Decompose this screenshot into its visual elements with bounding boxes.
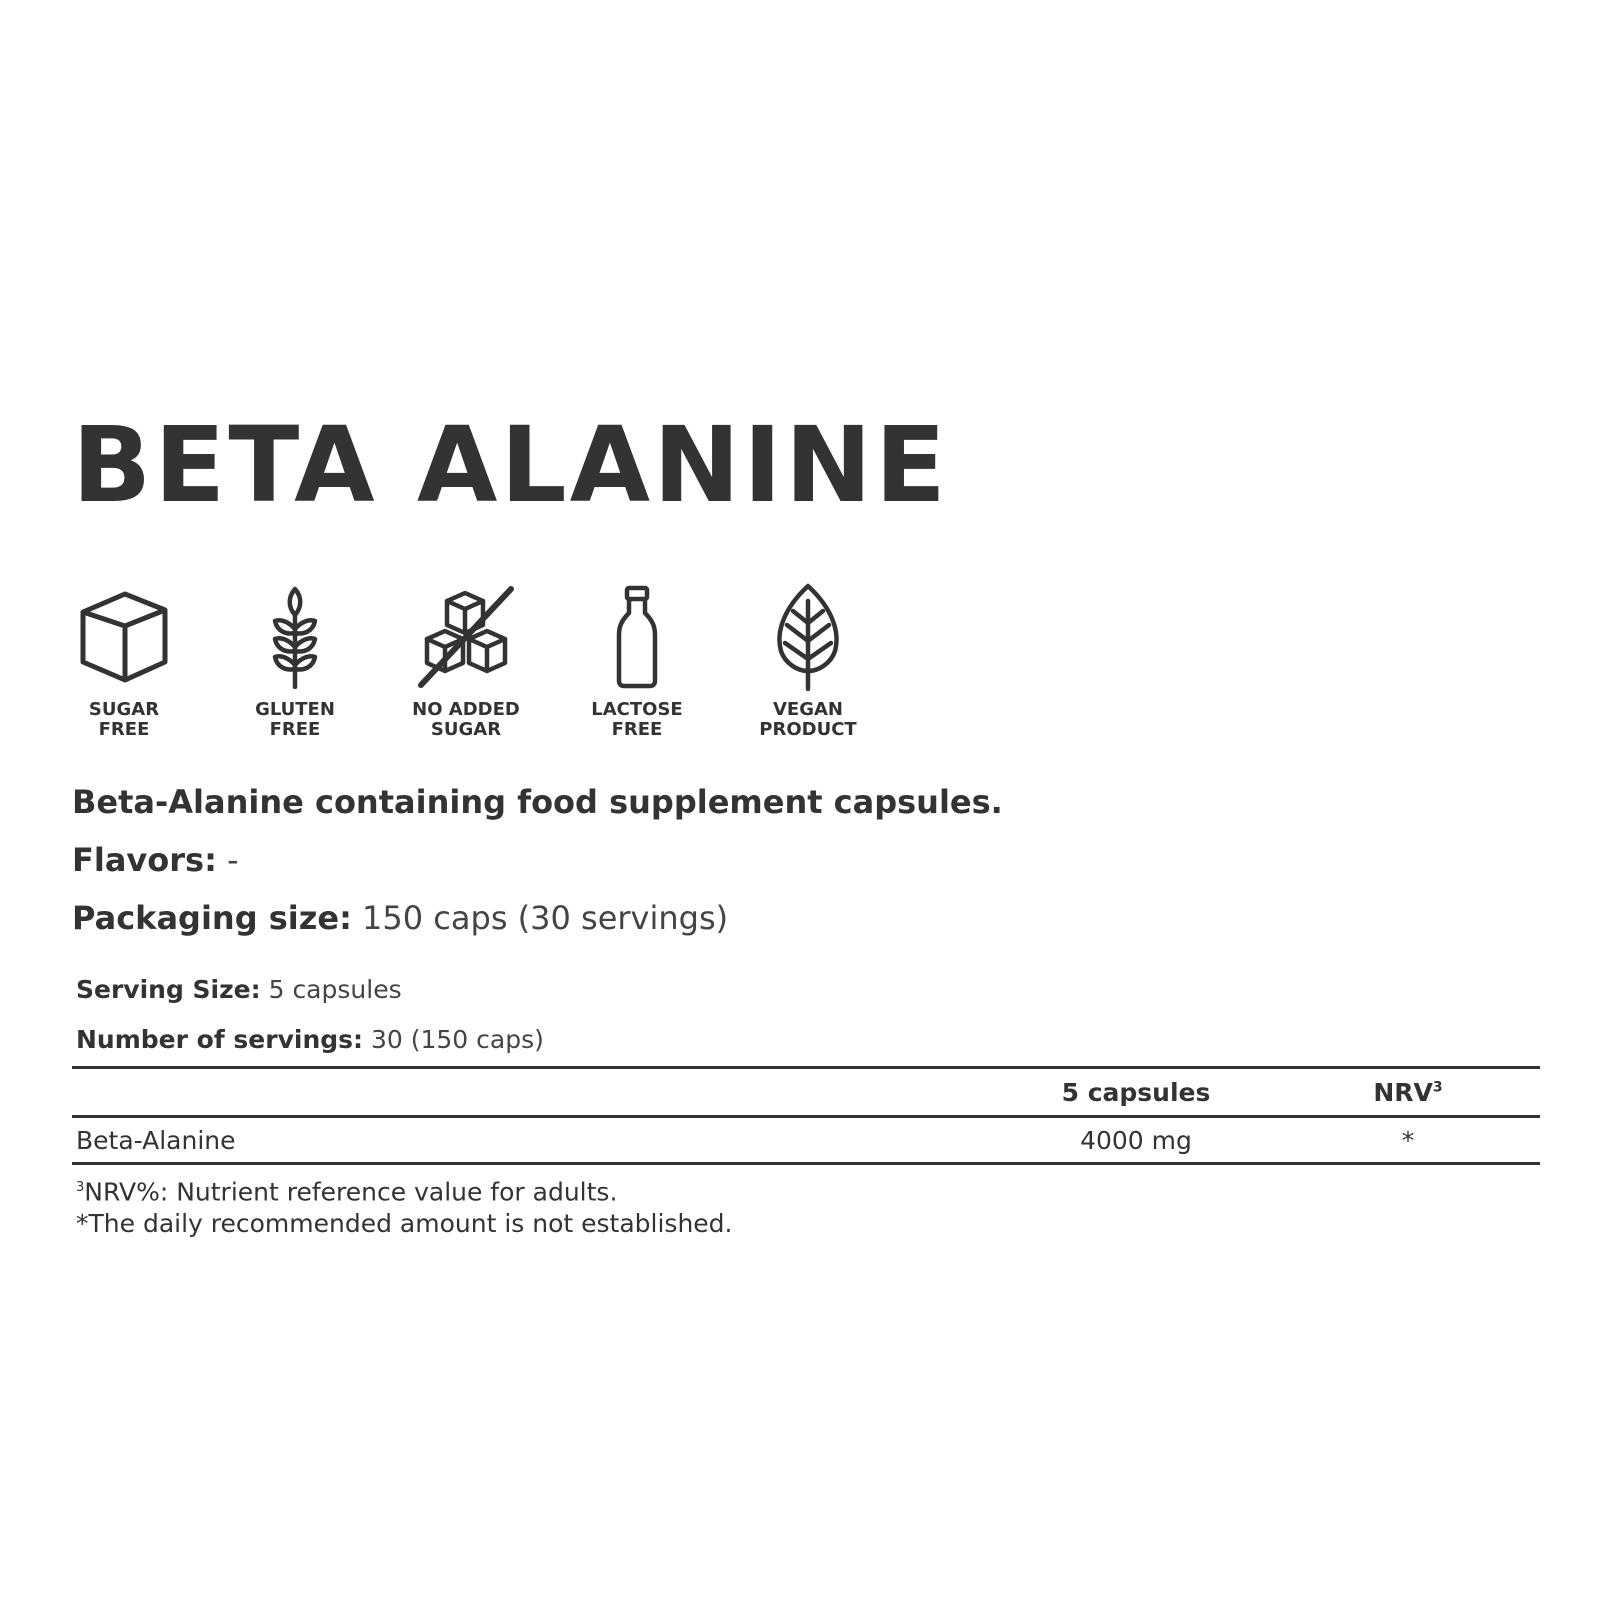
ingredient-name: Beta-Alanine	[76, 1125, 236, 1155]
footnotes	[76, 1172, 732, 1240]
milk-bottle-icon	[579, 582, 695, 692]
badge-label: NO ADDED SUGAR	[412, 699, 520, 740]
flavors-value: -	[216, 841, 239, 879]
serving-size-value: 5 capsules	[260, 975, 402, 1004]
daily-amount-footnote: *The daily recommended amount is not established.	[76, 1209, 733, 1239]
badge-vegan-product	[750, 582, 866, 740]
product-description: Beta-Alanine containing food supplement capsules.	[72, 783, 1003, 821]
header-ingredient	[72, 1068, 996, 1117]
header-serving: 5 capsules	[1061, 1077, 1211, 1107]
nrv-footnote: $^3$NRV%: Nutrient reference value for adults.	[76, 1177, 618, 1207]
table-row	[72, 1117, 1540, 1164]
serving-size-label: Serving Size:	[76, 975, 261, 1004]
header-nrv: NRV$^3$	[1373, 1077, 1443, 1107]
table-header-row	[72, 1068, 1540, 1117]
badge-label: VEGAN PRODUCT	[759, 699, 857, 740]
leaf-icon	[750, 582, 866, 692]
badge-gluten-free	[237, 582, 353, 740]
flavors-line	[72, 840, 239, 880]
number-of-servings-line	[76, 1024, 544, 1056]
badge-label: LACTOSE FREE	[591, 699, 683, 740]
badge-lactose-free	[579, 582, 695, 740]
number-of-servings-value: 30 (150 caps)	[363, 1025, 544, 1054]
packaging-line	[72, 898, 728, 938]
nutrition-table	[72, 1066, 1540, 1165]
packaging-label: Packaging size:	[72, 899, 352, 937]
diet-badges	[66, 582, 921, 740]
product-title: BETA ALANINE	[72, 404, 949, 526]
sugar-cube-icon	[66, 582, 182, 692]
serving-size-line	[76, 974, 402, 1006]
flavors-label: Flavors:	[72, 841, 217, 879]
badge-label: GLUTEN FREE	[255, 699, 335, 740]
ingredient-nrv: *	[1401, 1125, 1415, 1155]
badge-label: SUGAR FREE	[88, 699, 160, 740]
number-of-servings-label: Number of servings:	[76, 1025, 364, 1054]
ingredient-amount: 4000 mg	[1080, 1125, 1192, 1155]
badge-sugar-free	[66, 582, 182, 740]
sugar-cubes-crossed-icon	[408, 582, 524, 692]
wheat-icon	[237, 582, 353, 692]
badge-no-added-sugar	[408, 582, 524, 740]
packaging-value: 150 caps (30 servings)	[351, 899, 729, 937]
